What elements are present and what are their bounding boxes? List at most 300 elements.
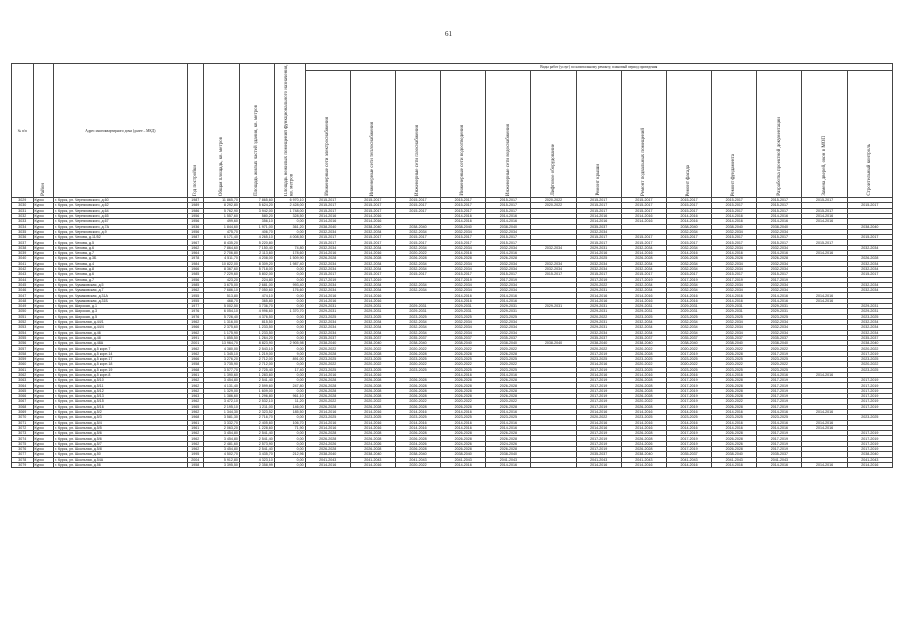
row-work-period: 2035-2037 (441, 335, 486, 340)
row-work-period: 2035-2037 (395, 335, 440, 340)
row-residential-area: 5 718,00 (239, 266, 274, 271)
row-work-period: 2029-2031 (395, 304, 440, 309)
row-residential-area: 1 219,00 (239, 351, 274, 356)
row-work-period: 2026-2028 (486, 383, 531, 388)
row-residential-area: 1 211,00 (239, 404, 274, 409)
row-district: Курск (33, 235, 54, 240)
row-work-period: 2023-2025 (350, 314, 395, 319)
row-year: 2004 (187, 457, 203, 462)
row-work-period: 2029-2031 (621, 309, 666, 314)
row-work-period: 2041-2043 (847, 457, 892, 462)
row-address: г. Курск, ул. Школьная, д.5/12 (54, 388, 187, 393)
row-work-period: 2014-2016 (712, 372, 757, 377)
row-work-period: 2038-2040 (757, 224, 802, 229)
row-work-period: 2026-2028 (621, 388, 666, 393)
row-total-area: 2 063,20 (203, 425, 239, 430)
row-work-period: 2014-2016 (350, 293, 395, 298)
row-work-period: 2023-2025 (621, 415, 666, 420)
row-year: 1958 (187, 462, 203, 467)
row-work-period: 2017-2019 (847, 383, 892, 388)
row-nonresidential-area: 328,50 (274, 213, 305, 218)
row-number: 3036 (12, 235, 34, 240)
row-work-period: 2014-2016 (621, 372, 666, 377)
row-address: г. Курск, ул. Чумаковская, д.7 (54, 288, 187, 293)
row-year: 1962 (187, 441, 203, 446)
row-work-period: 2029-2031 (712, 304, 757, 309)
row-work-period: 2017-2019 (666, 351, 711, 356)
row-number: 3079 (12, 462, 34, 467)
row-residential-area: 1 233,50 (239, 330, 274, 335)
row-year: 1962 (187, 409, 203, 414)
row-work-period: 2032-2034 (666, 288, 711, 293)
row-residential-area: 3 736,70 (239, 304, 274, 309)
row-district: Курск (33, 378, 54, 383)
row-work-period: 2032-2034 (441, 229, 486, 234)
row-work-period: 2015-2017 (576, 240, 621, 245)
row-work-period: 2014-2016 (712, 293, 757, 298)
row-work-period: 2038-2040 (441, 341, 486, 346)
row-work-period: 2015-2017 (757, 240, 802, 245)
row-residential-area: 1 264,20 (239, 335, 274, 340)
row-work-period: 2014-2016 (712, 420, 757, 425)
row-work-period: 2015-2017 (350, 240, 395, 245)
row-address: г. Курск, ул. Черняховского, д.7А (54, 224, 187, 229)
row-work-period: 2015-2017 (441, 203, 486, 208)
row-year: 1968 (187, 367, 203, 372)
row-address: г. Курск, ул. Школьная, д.5/15 (54, 399, 187, 404)
row-work-period: 2014-2016 (621, 251, 666, 256)
row-residential-area: 3 435,70 (239, 452, 274, 457)
row-nonresidential-area: 0,00 (274, 346, 305, 351)
row-residential-area: 4 376,50 (239, 314, 274, 319)
row-nonresidential-area: 1 509,90 (274, 256, 305, 261)
row-work-period: 2032-2034 (712, 229, 757, 234)
row-work-period: 2014-2016 (666, 420, 711, 425)
row-work-period: 2020-2022 (847, 362, 892, 367)
row-year: 1962 (187, 351, 203, 356)
row-address: г. Курск, ул. Чехова, д.11/52 (54, 235, 187, 240)
row-year: 1955 (187, 293, 203, 298)
row-work-period: 2014-2016 (802, 409, 847, 414)
col-header-num: № п/п (12, 64, 34, 198)
row-work-period: 2032-2034 (395, 325, 440, 330)
row-work-period: 2017-2019 (847, 436, 892, 441)
row-nonresidential-area: 0,00 (274, 436, 305, 441)
row-work-period: 2014-2016 (441, 409, 486, 414)
row-residential-area: 1 609,00 (239, 388, 274, 393)
row-work-period: 2026-2028 (305, 256, 350, 261)
col-header-year: Год постройки (187, 64, 203, 198)
row-work-period: 2038-2040 (712, 341, 757, 346)
row-work-period: 2029-2031 (486, 309, 531, 314)
row-work-period: 2015-2017 (712, 208, 757, 213)
row-year: 1956 (187, 277, 203, 282)
row-address: г. Курск, ул. Чехова, д.4 (54, 261, 187, 266)
row-work-period: 2015-2017 (395, 208, 440, 213)
row-district: Курск (33, 266, 54, 271)
row-district: Курск (33, 362, 54, 367)
row-work-period: 2020-2022 (757, 346, 802, 351)
row-district: Курск (33, 309, 54, 314)
row-total-area: 5 912,80 (203, 457, 239, 462)
row-work-period: 2017-2019 (441, 277, 486, 282)
row-work-period: 2038-2040 (395, 341, 440, 346)
row-work-period: 2032-2034 (712, 288, 757, 293)
row-total-area: 1 557,60 (203, 213, 239, 218)
row-work-period: 2023-2025 (305, 367, 350, 372)
row-work-period: 2014-2016 (666, 293, 711, 298)
row-nonresidential-area: 178,60 (274, 251, 305, 256)
row-work-period: 2017-2019 (576, 351, 621, 356)
row-district: Курск (33, 357, 54, 362)
row-nonresidential-area: 6 970,10 (274, 198, 305, 203)
row-total-area: 13 964,70 (203, 341, 239, 346)
row-number: 3044 (12, 277, 34, 282)
row-work-period: 2015-2017 (666, 208, 711, 213)
row-work-period: 2026-2028 (621, 404, 666, 409)
row-work-period: 2015-2017 (486, 203, 531, 208)
row-work-period: 2032-2034 (305, 245, 350, 250)
row-number: 3039 (12, 251, 34, 256)
row-total-area: 1 345,10 (203, 351, 239, 356)
row-work-period: 2014-2016 (666, 409, 711, 414)
row-district: Курск (33, 251, 54, 256)
row-district: Курск (33, 415, 54, 420)
col-header-work-2: Инженерные сети газоснабжения (395, 71, 440, 198)
row-total-area: 1 386,60 (203, 394, 239, 399)
row-work-period: 2014-2016 (486, 213, 531, 218)
row-work-period: 2020-2022 (395, 462, 440, 467)
row-total-area: 7 229,60 (203, 272, 239, 277)
row-work-period: 2017-2019 (576, 441, 621, 446)
row-work-period: 2024-2026 (621, 441, 666, 446)
row-district: Курск (33, 351, 54, 356)
row-work-period: 2032-2034 (350, 319, 395, 324)
row-work-period: 2020-2022 (486, 346, 531, 351)
row-work-period: 2035-2037 (576, 335, 621, 340)
row-work-period: 2026-2028 (350, 378, 395, 383)
row-work-period: 2020-2022 (576, 282, 621, 287)
row-work-period: 2026-2028 (486, 351, 531, 356)
row-residential-area: 2 681,00 (239, 282, 274, 287)
row-address: г. Курск, ул. Школьная, д.48 (54, 335, 187, 340)
row-address: г. Курск, ул. Школьная, д.5/8 (54, 447, 187, 452)
row-address: г. Курск, ул. Школьная, д.5 корп.19 (54, 367, 187, 372)
row-work-period: 2014-2016 (305, 425, 350, 430)
row-work-period: 2014-2016 (441, 425, 486, 430)
row-work-period: 2029-2031 (757, 304, 802, 309)
row-work-period: 2032-2034 (666, 330, 711, 335)
row-work-period: 2032-2034 (441, 261, 486, 266)
row-address: г. Курск, ул. Широкая, д.5 (54, 314, 187, 319)
row-nonresidential-area: 1 748,00 (274, 208, 305, 213)
row-year: 1978 (187, 256, 203, 261)
row-work-period: 2026-2028 (395, 383, 440, 388)
row-work-period: 2038-2040 (395, 224, 440, 229)
row-work-period: 2017-2019 (757, 404, 802, 409)
row-work-period: 2014-2016 (757, 372, 802, 377)
row-work-period: 2026-2028 (350, 404, 395, 409)
row-work-period: 2032-2034 (757, 245, 802, 250)
row-work-period: 2026-2028 (441, 378, 486, 383)
row-work-period: 2014-2016 (757, 293, 802, 298)
row-work-period: 2017-2019 (757, 277, 802, 282)
row-number: 3042 (12, 266, 34, 271)
row-work-period: 2015-2017 (305, 240, 350, 245)
row-work-period: 2015-2017 (395, 240, 440, 245)
row-nonresidential-area: 0,00 (274, 441, 305, 446)
row-work-period: 2014-2016 (666, 251, 711, 256)
row-residential-area: 1 971,00 (239, 224, 274, 229)
row-year: 1962 (187, 245, 203, 250)
row-work-period: 2014-2016 (441, 298, 486, 303)
row-work-period: 2020-2022 (712, 362, 757, 367)
row-work-period: 2032-2034 (395, 282, 440, 287)
row-work-period: 2014-2016 (350, 219, 395, 224)
row-work-period: 2014-2016 (305, 409, 350, 414)
row-work-period: 2032-2034 (757, 229, 802, 234)
row-address: г. Курск, ул. Чумаковская, д.31Б (54, 298, 187, 303)
row-year: 1962 (187, 436, 203, 441)
row-work-period: 2026-2028 (305, 436, 350, 441)
col-header-work-5: Лифтовое оборудование (531, 71, 576, 198)
row-work-period: 2041-2043 (712, 457, 757, 462)
col-header-work-10: Разработка проектной документации (757, 71, 802, 198)
row-work-period: 2020-2022 (531, 203, 576, 208)
row-work-period: 2032-2034 (486, 330, 531, 335)
row-nonresidential-area: 212,96 (274, 452, 305, 457)
row-total-area: 2 706,80 (203, 251, 239, 256)
row-work-period: 2041-2043 (350, 457, 395, 462)
row-work-period: 2038-2040 (666, 341, 711, 346)
row-address: г. Курск, ул. Школьная, д.5/6 (54, 431, 187, 436)
row-work-period: 2015-2017 (486, 235, 531, 240)
row-work-period: 2014-2016 (802, 219, 847, 224)
row-work-period: 2032-2034 (441, 319, 486, 324)
row-total-area: 3 454,80 (203, 436, 239, 441)
row-work-period: 2038-2040 (712, 452, 757, 457)
row-work-period: 2032-2034 (395, 330, 440, 335)
row-year: 1985 (187, 282, 203, 287)
row-work-period: 2035-2037 (666, 335, 711, 340)
row-work-period: 2032-2034 (305, 266, 350, 271)
row-work-period: 2038-2040 (576, 341, 621, 346)
row-district: Курск (33, 447, 54, 452)
row-nonresidential-area: 0,00 (274, 304, 305, 309)
row-work-period: 2020-2022 (847, 346, 892, 351)
row-address: г. Курск, ул. Школьная, д.5 корп.7 (54, 346, 187, 351)
row-work-period: 2035-2037 (305, 335, 350, 340)
row-work-period: 2026-2028 (621, 351, 666, 356)
row-number: 3049 (12, 304, 34, 309)
row-work-period: 2032-2034 (486, 325, 531, 330)
row-district: Курск (33, 272, 54, 277)
row-work-period: 2014-2016 (712, 251, 757, 256)
row-work-period: 2023-2025 (621, 357, 666, 362)
row-year: 2001 (187, 341, 203, 346)
row-residential-area: 2 543,10 (239, 346, 274, 351)
row-work-period: 2026-2028 (712, 256, 757, 261)
row-number: 3052 (12, 319, 34, 324)
row-district: Курск (33, 304, 54, 309)
row-work-period: 2026-2028 (621, 436, 666, 441)
row-total-area: 4 502,70 (203, 452, 239, 457)
row-work-period: 2014-2016 (441, 219, 486, 224)
row-work-period: 2015-2017 (621, 235, 666, 240)
row-address: г. Курск, ул. Чехова, д.7 (54, 251, 187, 256)
row-total-area: 3 675,00 (203, 282, 239, 287)
row-number: 3038 (12, 245, 34, 250)
row-work-period: 2026-2028 (621, 383, 666, 388)
row-work-period: 2017-2019 (847, 388, 892, 393)
row-work-period: 2023-2025 (350, 415, 395, 420)
row-work-period: 2023-2025 (712, 357, 757, 362)
row-total-area: 3 454,80 (203, 447, 239, 452)
row-work-period: 2020-2022 (441, 362, 486, 367)
row-nonresidential-area: 176,60 (274, 288, 305, 293)
row-work-period: 2032-2034 (576, 261, 621, 266)
row-work-period: 2029-2031 (847, 304, 892, 309)
row-work-period: 2032-2034 (847, 330, 892, 335)
row-work-period: 2026-2028 (441, 383, 486, 388)
row-work-period: 2017-2019 (666, 431, 711, 436)
row-nonresidential-area: 993,40 (274, 282, 305, 287)
row-work-period: 2038-2040 (395, 452, 440, 457)
row-district: Курск (33, 298, 54, 303)
row-work-period: 2026-2028 (621, 447, 666, 452)
row-work-period: 2023-2025 (350, 357, 395, 362)
row-residential-area: 1 228,60 (239, 425, 274, 430)
row-year: 1995 (187, 452, 203, 457)
row-number: 3057 (12, 346, 34, 351)
row-work-period: 2020-2022 (576, 415, 621, 420)
row-address: г. Курск, ул. Чехова, д.6 (54, 245, 187, 250)
row-work-period: 2017-2019 (576, 404, 621, 409)
row-work-period: 2032-2034 (712, 261, 757, 266)
row-work-period: 2015-2017 (441, 208, 486, 213)
row-total-area: 7 864,60 (203, 245, 239, 250)
row-work-period: 2014-2016 (576, 298, 621, 303)
row-work-period: 2015-2017 (486, 198, 531, 203)
row-work-period: 2014-2016 (757, 409, 802, 414)
row-work-period: 2015-2017 (712, 240, 757, 245)
row-total-area: 513,80 (203, 293, 239, 298)
row-work-period: 2032-2034 (305, 325, 350, 330)
row-address: г. Курск, ул. Чумаковская, д.31А (54, 293, 187, 298)
row-work-period: 2014-2016 (395, 420, 440, 425)
row-work-period: 2015-2017 (395, 198, 440, 203)
row-nonresidential-area: 106,70 (274, 420, 305, 425)
row-work-period: 2017-2019 (757, 431, 802, 436)
row-work-period: 2015-2017 (802, 240, 847, 245)
row-work-period: 2029-2031 (305, 309, 350, 314)
row-work-period: 2015-2017 (576, 203, 621, 208)
row-work-period: 2023-2025 (441, 314, 486, 319)
row-nonresidential-area: 0,00 (274, 293, 305, 298)
row-total-area: 3 577,70 (203, 367, 239, 372)
row-work-period: 2029-2031 (531, 304, 576, 309)
row-work-period: 2032-2034 (666, 266, 711, 271)
row-work-period: 2014-2016 (486, 425, 531, 430)
row-work-period: 2026-2028 (486, 404, 531, 409)
row-work-period: 2032-2034 (757, 288, 802, 293)
row-number: 3073 (12, 431, 34, 436)
row-work-period: 2020-2022 (666, 362, 711, 367)
col-header-work-11: Замена дверей, окон в МОП (802, 71, 847, 198)
row-work-period: 2032-2034 (350, 261, 395, 266)
row-work-period: 2035-2037 (847, 335, 892, 340)
row-work-period: 2014-2016 (802, 425, 847, 430)
row-residential-area: 7 050,60 (239, 288, 274, 293)
row-nonresidential-area: 361,20 (274, 224, 305, 229)
row-work-period: 2020-2022 (350, 399, 395, 404)
row-district: Курск (33, 341, 54, 346)
row-work-period: 2014-2016 (757, 298, 802, 303)
row-work-period: 2017-2019 (847, 431, 892, 436)
row-work-period: 2015-2017 (441, 240, 486, 245)
row-residential-area: 8 309,20 (239, 261, 274, 266)
row-total-area: 3 735,90 (203, 362, 239, 367)
row-address: г. Курск, ул. Школьная, д.44/4 (54, 325, 187, 330)
row-work-period: 2038-2040 (350, 341, 395, 346)
row-work-period: 2029-2031 (666, 309, 711, 314)
row-nonresidential-area: 0,00 (274, 319, 305, 324)
row-work-period: 2015-2017 (486, 208, 531, 213)
row-work-period: 2032-2034 (576, 266, 621, 271)
row-work-period: 2014-2016 (486, 372, 531, 377)
row-work-period: 2015-2017 (621, 272, 666, 277)
row-work-period: 2015-2017 (350, 203, 395, 208)
row-total-area: 5 726,40 (203, 314, 239, 319)
row-work-period: 2015-2017 (576, 272, 621, 277)
row-work-period: 2015-2017 (441, 235, 486, 240)
col-header-residential-area: Площадь жилых частей здания, кв. метров (239, 64, 274, 198)
row-work-period: 2038-2040 (441, 452, 486, 457)
row-work-period: 2017-2019 (847, 399, 892, 404)
row-work-period: 2015-2017 (621, 203, 666, 208)
col-header-work-4: Инженерные сети водоснабжения (486, 71, 531, 198)
row-address: г. Курск, ул. Школьная, д.46 (54, 330, 187, 335)
row-work-period: 2020-2022 (621, 399, 666, 404)
row-work-period: 2032-2034 (712, 319, 757, 324)
row-number: 3061 (12, 367, 34, 372)
row-work-period: 2026-2028 (395, 388, 440, 393)
row-work-period: 2026-2028 (350, 256, 395, 261)
row-residential-area: 2 716,70 (239, 415, 274, 420)
row-work-period: 2014-2016 (350, 213, 395, 218)
row-residential-area: 4 323,10 (239, 457, 274, 462)
row-work-period: 2026-2028 (395, 431, 440, 436)
row-work-period: 2015-2017 (712, 203, 757, 208)
row-district: Курск (33, 203, 54, 208)
row-work-period: 2015-2017 (441, 198, 486, 203)
row-number: 3056 (12, 341, 34, 346)
row-work-period: 2023-2025 (757, 415, 802, 420)
row-work-period: 2026-2028 (350, 351, 395, 356)
row-work-period: 2017-2019 (757, 441, 802, 446)
row-work-period: 2026-2028 (441, 394, 486, 399)
row-work-period: 2026-2028 (305, 383, 350, 388)
row-work-period: 2023-2025 (350, 367, 395, 372)
row-work-period: 2026-2028 (486, 378, 531, 383)
row-work-period: 2023-2025 (486, 357, 531, 362)
row-work-period: 2038-2040 (847, 452, 892, 457)
row-work-period: 2023-2025 (757, 314, 802, 319)
row-work-period: 2014-2016 (576, 420, 621, 425)
row-district: Курск (33, 441, 54, 446)
row-work-period: 2032-2034 (847, 261, 892, 266)
row-total-area: 468,70 (203, 298, 239, 303)
